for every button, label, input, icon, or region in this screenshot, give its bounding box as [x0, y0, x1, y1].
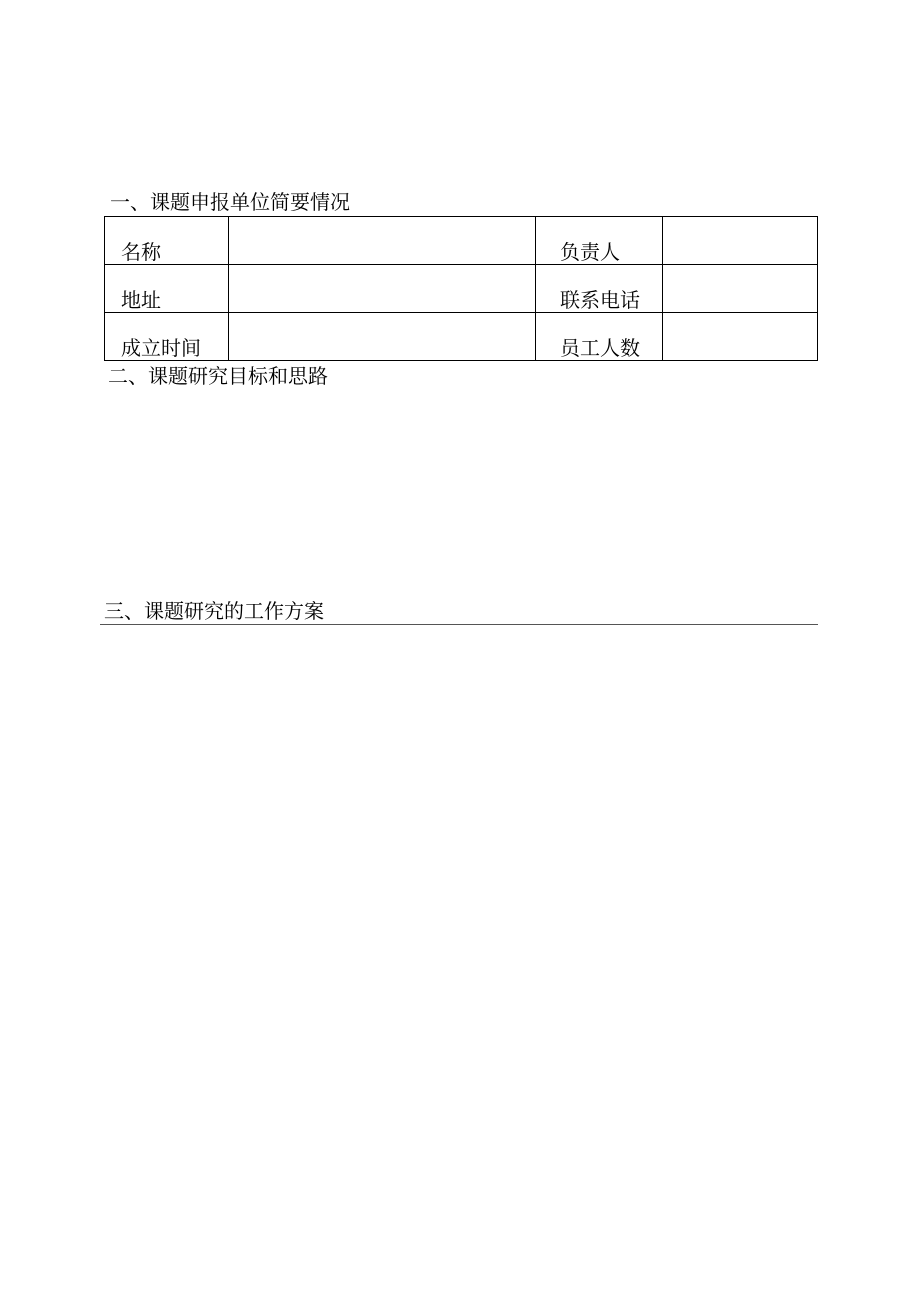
table-row [105, 217, 818, 265]
name-value-cell[interactable] [229, 217, 536, 265]
address-label: 地址 [105, 265, 229, 313]
person-in-charge-value-cell[interactable] [663, 217, 818, 265]
person-in-charge-label: 负责人 [536, 217, 663, 265]
table-row [105, 265, 818, 313]
founded-time-label: 成立时间 [105, 313, 229, 361]
section-3-underline [100, 624, 818, 625]
phone-value-cell[interactable] [663, 265, 818, 313]
employee-count-label: 员工人数 [536, 313, 663, 361]
phone-label: 联系电话 [536, 265, 663, 313]
employee-count-value-cell[interactable] [663, 313, 818, 361]
unit-info-table [104, 216, 818, 361]
section-2-heading: 二、课题研究目标和思路 [108, 364, 328, 388]
name-label: 名称 [105, 217, 229, 265]
founded-time-value-cell[interactable] [229, 313, 536, 361]
section-1-heading: 一、课题申报单位简要情况 [110, 190, 350, 214]
address-value-cell[interactable] [229, 265, 536, 313]
section-3-heading: 三、课题研究的工作方案 [104, 599, 324, 623]
table-row [105, 313, 818, 361]
